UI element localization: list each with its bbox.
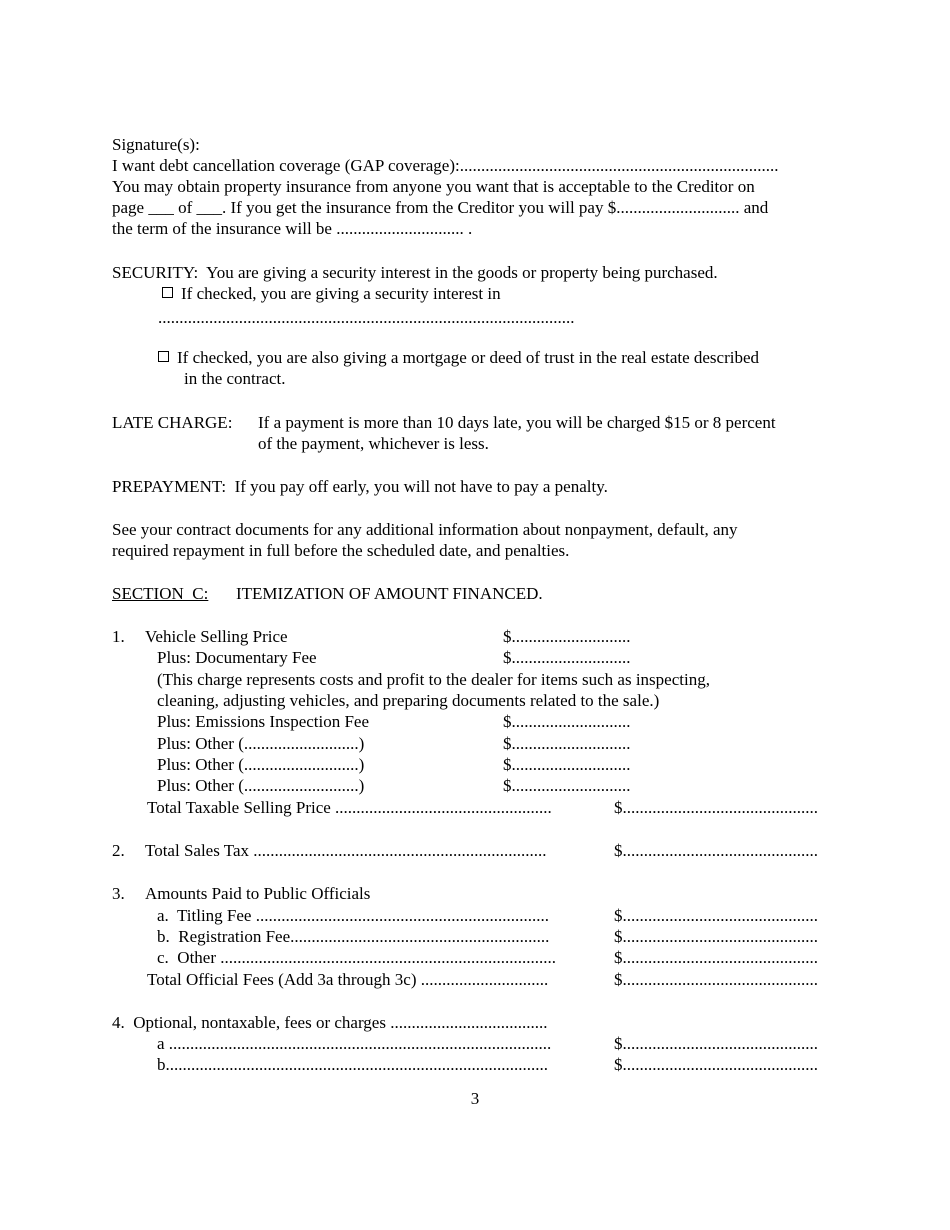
security-option-1-blank: .................................................................................................. bbox=[158, 308, 575, 327]
security-line: SECURITY: You are giving a security interest in the goods or property being purchased. bbox=[112, 263, 718, 282]
total-sales-tax-label: Total Sales Tax ..................................................................... bbox=[145, 841, 547, 860]
registration-fee-amount: $.............................................. bbox=[614, 927, 818, 946]
other-fee-amount-3: $............................ bbox=[503, 776, 631, 795]
total-taxable-selling-price-label: Total Taxable Selling Price ................................................... bbox=[147, 798, 552, 817]
security-option-1 bbox=[162, 283, 501, 304]
optional-fee-b-label: b.......................................................................................... bbox=[157, 1055, 548, 1074]
other-fee-label-1: Plus: Other (...........................) bbox=[157, 734, 365, 753]
item-3-number: 3. bbox=[112, 884, 125, 903]
late-charge-line-1: If a payment is more than 10 days late, you will be charged $15 or 8 percent bbox=[258, 413, 776, 432]
emissions-fee-label: Plus: Emissions Inspection Fee bbox=[157, 712, 370, 731]
registration-fee-label: b. Registration Fee............................................................. bbox=[157, 927, 550, 946]
public-officials-label: Amounts Paid to Public Officials bbox=[145, 884, 371, 903]
total-official-fees-amount: $.............................................. bbox=[614, 970, 818, 989]
optional-fees-label: 4. Optional, nontaxable, fees or charges ..................................... bbox=[112, 1013, 548, 1032]
documentary-fee-note-2: cleaning, adjusting vehicles, and preparing documents related to the sale.) bbox=[157, 691, 660, 710]
vehicle-selling-price-label: Vehicle Selling Price bbox=[145, 627, 288, 646]
item-1-number: 1. bbox=[112, 627, 125, 646]
security-checkbox-1[interactable] bbox=[162, 287, 173, 298]
emissions-fee-amount: $............................ bbox=[503, 712, 631, 731]
optional-fee-a-label: a .......................................................................................... bbox=[157, 1034, 552, 1053]
titling-fee-amount: $.............................................. bbox=[614, 906, 818, 925]
security-option-2-text: If checked, you are also giving a mortgage or deed of trust in the real estate described bbox=[177, 348, 760, 367]
see-contract-line-1: See your contract documents for any additional information about nonpayment, default, any bbox=[112, 520, 738, 539]
insurance-line-2: page ___ of ___. If you get the insurance from the Creditor you will pay $............................. and bbox=[112, 198, 769, 217]
other-fee-label-3: Plus: Other (...........................) bbox=[157, 776, 365, 795]
vehicle-selling-price-amount: $............................ bbox=[503, 627, 631, 646]
security-option-2-line-2: in the contract. bbox=[184, 369, 286, 388]
other-fee-label-2: Plus: Other (...........................) bbox=[157, 755, 365, 774]
item-2-number: 2. bbox=[112, 841, 125, 860]
optional-fee-b-amount: $.............................................. bbox=[614, 1055, 818, 1074]
section-c-title: ITEMIZATION OF AMOUNT FINANCED. bbox=[236, 584, 543, 603]
other-fee-amount-2: $............................ bbox=[503, 755, 631, 774]
page-number: 3 bbox=[470, 1089, 480, 1108]
other-official-fee-label: c. Other ............................................................................... bbox=[157, 948, 557, 967]
security-checkbox-2[interactable] bbox=[158, 351, 169, 362]
documentary-fee-amount: $............................ bbox=[503, 648, 631, 667]
other-official-fee-amount: $.............................................. bbox=[614, 948, 818, 967]
total-taxable-selling-price-amount: $.............................................. bbox=[614, 798, 818, 817]
security-option-1-text: If checked, you are giving a security interest in bbox=[181, 284, 501, 303]
documentary-fee-note-1: (This charge represents costs and profit to the dealer for items such as inspecting, bbox=[157, 670, 710, 689]
prepayment-line: PREPAYMENT: If you pay off early, you will not have to pay a penalty. bbox=[112, 477, 608, 496]
total-official-fees-label: Total Official Fees (Add 3a through 3c) .............................. bbox=[147, 970, 549, 989]
titling-fee-label: a. Titling Fee ..................................................................... bbox=[157, 906, 549, 925]
see-contract-line-2: required repayment in full before the scheduled date, and penalties. bbox=[112, 541, 570, 560]
section-c-label: SECTION C: bbox=[112, 584, 209, 603]
other-fee-amount-1: $............................ bbox=[503, 734, 631, 753]
documentary-fee-label: Plus: Documentary Fee bbox=[157, 648, 317, 667]
late-charge-line-2: of the payment, whichever is less. bbox=[258, 434, 489, 453]
optional-fee-a-amount: $.............................................. bbox=[614, 1034, 818, 1053]
insurance-line-3: the term of the insurance will be .............................. . bbox=[112, 219, 473, 238]
total-sales-tax-amount: $.............................................. bbox=[614, 841, 818, 860]
late-charge-label: LATE CHARGE: bbox=[112, 413, 233, 432]
signature-label: Signature(s): bbox=[112, 135, 200, 154]
security-option-2 bbox=[158, 347, 759, 368]
insurance-line-1: You may obtain property insurance from anyone you want that is acceptable to the Creditor on bbox=[112, 177, 755, 196]
gap-coverage-line: I want debt cancellation coverage (GAP coverage):........................................................................... bbox=[112, 156, 779, 175]
